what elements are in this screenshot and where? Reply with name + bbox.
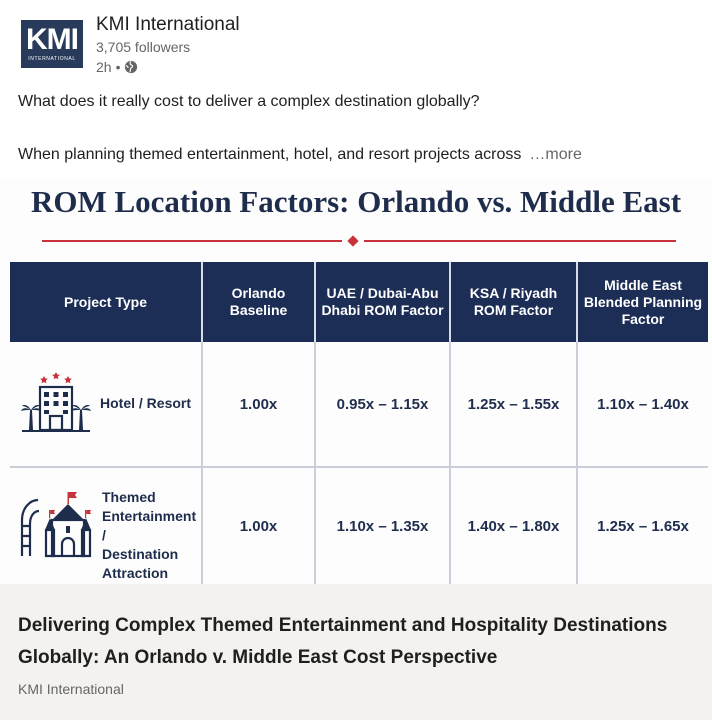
rom-table [10, 262, 708, 584]
label-line: Destination [102, 546, 179, 562]
post-meta [96, 59, 138, 75]
header-line: Blended Planning [583, 293, 703, 310]
header-line: UAE / Dubai-Abu [326, 285, 439, 301]
infographic-title: ROM Location Factors: Orlando vs. Middle East [30, 184, 682, 219]
globe-icon [124, 60, 138, 74]
header-orlando-baseline [203, 262, 316, 342]
header-ksa-factor [451, 262, 578, 342]
post-text-line-1: What does it really cost to deliver a complex destination globally? [18, 93, 480, 110]
table-cell: 1.00x [203, 342, 316, 466]
label-line: Entertainment / [102, 508, 197, 543]
table-row-themed-type [10, 468, 203, 584]
header-line: ROM Factor [473, 302, 554, 318]
table-cell: 1.25x – 1.55x [451, 342, 578, 466]
follower-count: 3,705 followers [96, 39, 191, 55]
header-line: Orlando [231, 285, 286, 301]
label-line: Attraction [102, 565, 169, 581]
post-text-line-2 [18, 146, 582, 164]
table-cell: 1.25x – 1.65x [597, 517, 689, 535]
table-cell: 0.95x – 1.15x [316, 342, 451, 466]
logo-text: KMI [26, 23, 78, 56]
post-time: 2h [96, 59, 112, 75]
company-logo[interactable] [21, 20, 83, 68]
castle-rollercoaster-icon [16, 490, 96, 560]
project-type-label [102, 488, 201, 583]
table-cell: 1.00x [203, 468, 316, 584]
header-line: Dhabi ROM Factor [321, 302, 444, 318]
header-uae-factor [316, 262, 451, 342]
logo-subtext: INTERNATIONAL [28, 56, 76, 62]
header-line: Baseline [229, 302, 288, 318]
header-blended-factor [578, 262, 708, 342]
title-rule-left [42, 240, 342, 242]
post-image[interactable] [0, 178, 712, 584]
title-rule-right [364, 240, 676, 242]
header-project-type [10, 262, 203, 342]
header-line: Factor [621, 310, 665, 327]
header-line: KSA / Riyadh [469, 285, 558, 301]
see-more-link[interactable]: …more [529, 146, 582, 163]
title-diamond [347, 235, 358, 246]
post-text-line-2-content: When planning themed entertainment, hotel, and resort projects across [18, 146, 522, 163]
table-row-hotel-type [10, 342, 203, 466]
table-cell: 1.40x – 1.80x [451, 468, 578, 584]
meta-separator: • [115, 59, 121, 75]
article-source: KMI International [18, 681, 124, 697]
header-line: Middle East [604, 276, 682, 293]
project-type-label: Hotel / Resort [100, 395, 192, 411]
header-line: Project Type [64, 293, 147, 310]
article-card[interactable] [0, 584, 712, 720]
article-title-link[interactable]: Delivering Complex Themed Entertainment and Hospitality Destinations Globally: An Orlando v. Middle East Cost Perspective [18, 615, 668, 668]
table-cell: 1.10x – 1.40x [597, 395, 689, 413]
hotel-icon [20, 370, 92, 434]
table-cell: 1.10x – 1.35x [316, 468, 451, 584]
label-line: Themed [102, 489, 156, 505]
company-name-link[interactable]: KMI International [96, 14, 240, 35]
